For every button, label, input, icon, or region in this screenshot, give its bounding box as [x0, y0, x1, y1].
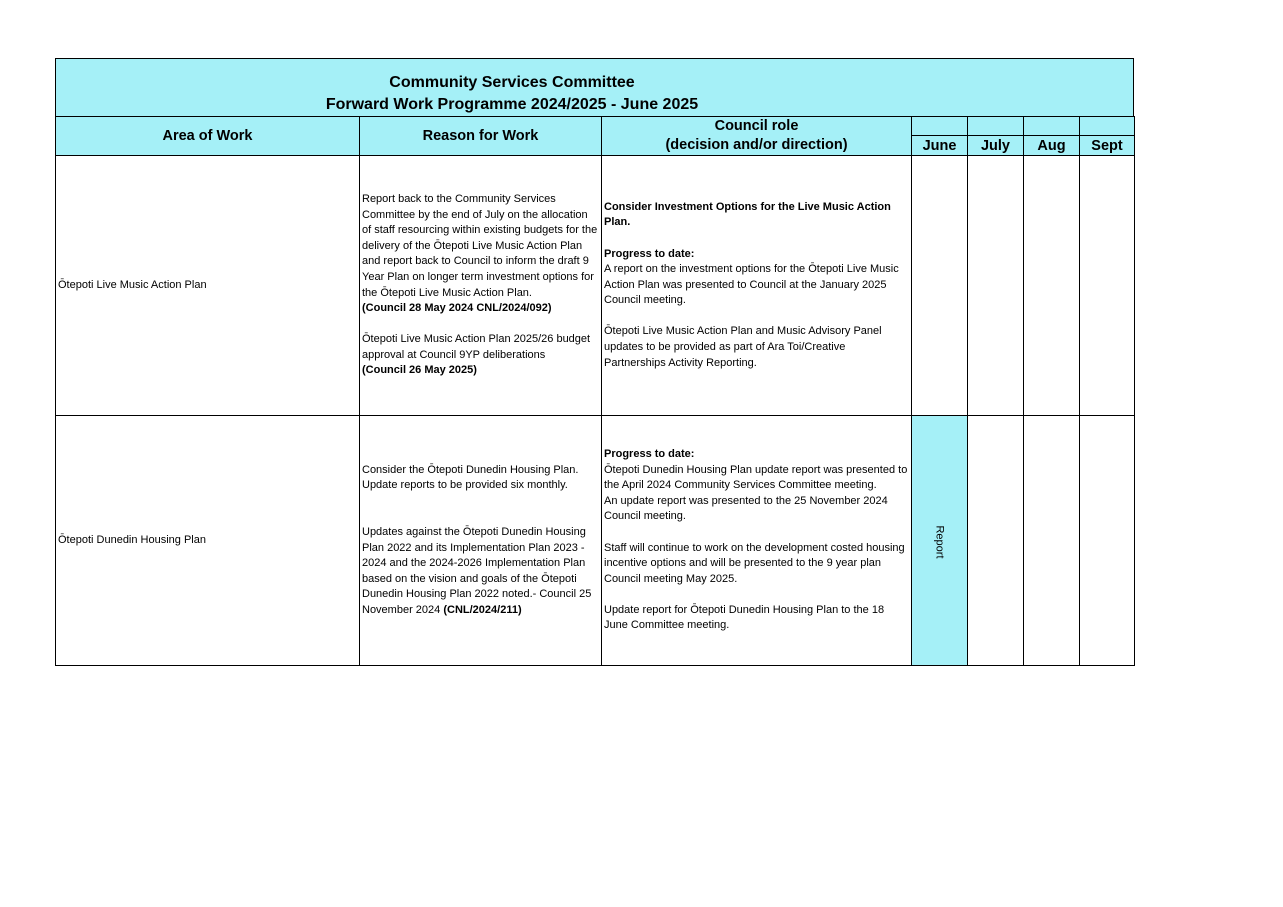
sept-cell — [1080, 416, 1135, 666]
progress-label: Progress to date: — [604, 447, 695, 460]
role-text: A report on the investment options for the Ōtepoti Live Music Action Plan was presented to Council at the January 2025 Council meeting. — [604, 263, 899, 307]
month-spacer-sept — [1080, 117, 1135, 136]
reason-reference: (Council 28 May 2024 CNL/2024/092) — [362, 302, 552, 315]
june-cell — [912, 416, 968, 666]
header-reason-for-work: Reason for Work — [360, 117, 602, 156]
role-text-2: Ōtepoti Live Music Action Plan and Music Advisory Panel updates to be provided as part of Ara Toi/Creative Partnerships Activity Reporting. — [604, 325, 882, 369]
reason-cell — [360, 156, 602, 416]
area-cell — [56, 156, 360, 416]
june-cell — [912, 156, 968, 416]
reason-reference-2: (Council 26 May 2025) — [362, 364, 477, 377]
header-area-of-work: Area of Work — [56, 117, 360, 156]
reason-text-2: Updates against the Ōtepoti Dunedin Housing Plan 2022 and its Implementation Plan 2023 - 2024 and the 2024-2026 Implementation Plan based on the vision and goals of the Ōtepoti Dunedin Housing Plan 2022 noted.- Council 25 November 2024 (CNL/2024/211) — [362, 525, 592, 616]
reason-text: Consider the Ōtepoti Dunedin Housing Plan. Update reports to be provided six monthly. — [362, 463, 579, 492]
area-cell — [56, 416, 360, 666]
aug-cell — [1024, 156, 1080, 416]
table-row — [56, 416, 1135, 666]
reason-reference: (CNL/2024/211) — [443, 603, 522, 616]
header-council-role-line2: (decision and/or direction) — [665, 137, 848, 153]
title-band — [55, 58, 1134, 116]
committee-title: Community Services Committee — [389, 74, 635, 91]
header-month-sept: Sept — [1080, 136, 1135, 156]
report-marker: Report — [933, 524, 946, 559]
reason-text-2: Ōtepoti Live Music Action Plan 2025/26 budget approval at Council 9YP deliberations (Council 26 May 2025) — [362, 333, 591, 377]
month-spacer-june — [912, 117, 968, 136]
programme-title: Forward Work Programme 2024/2025 - June 2025 — [325, 96, 699, 113]
role-heading: Consider Investment Options for the Live Music Action Plan. — [604, 200, 891, 229]
role-text-3: Update report for Ōtepoti Dunedin Housing Plan to the 18 June Committee meeting. — [604, 603, 885, 632]
reason-text: Report back to the Community Services Committee by the end of July on the allocation of staff resourcing within existing budgets for the delivery of the Ōtepoti Live Music Action Plan and report back to Council to inform the draft 9 Year Plan on longer term investment options for the Ōtepoti Live Music Action Plan. (Council 28 May 2024 CNL/2024/092) — [362, 192, 598, 315]
progress-label: Progress to date: — [604, 247, 695, 260]
month-spacer-aug — [1024, 117, 1080, 136]
council-role-cell — [602, 156, 912, 416]
council-role-cell — [602, 416, 912, 666]
table-row — [56, 156, 1135, 416]
area-label: Ōtepoti Dunedin Housing Plan — [58, 533, 206, 546]
reason-cell — [360, 416, 602, 666]
work-programme-table — [55, 116, 1135, 666]
role-text-2: Staff will continue to work on the development costed housing incentive options and will be presented to the 9 year plan Council meeting May 2025. — [604, 541, 905, 585]
header-month-aug: Aug — [1024, 136, 1080, 156]
role-text: Ōtepoti Dunedin Housing Plan update report was presented to the April 2024 Community Services Committee meeting. — [604, 463, 908, 492]
july-cell — [968, 156, 1024, 416]
header-month-june: June — [912, 136, 968, 156]
role-text-1b: An update report was presented to the 25 November 2024 Council meeting. — [604, 494, 888, 523]
header-council-role — [602, 117, 912, 156]
july-cell — [968, 416, 1024, 666]
sept-cell — [1080, 156, 1135, 416]
header-council-role-line1: Council role — [714, 118, 799, 134]
header-month-july: July — [968, 136, 1024, 156]
aug-cell — [1024, 416, 1080, 666]
month-spacer-july — [968, 117, 1024, 136]
area-label: Ōtepoti Live Music Action Plan — [58, 278, 207, 291]
